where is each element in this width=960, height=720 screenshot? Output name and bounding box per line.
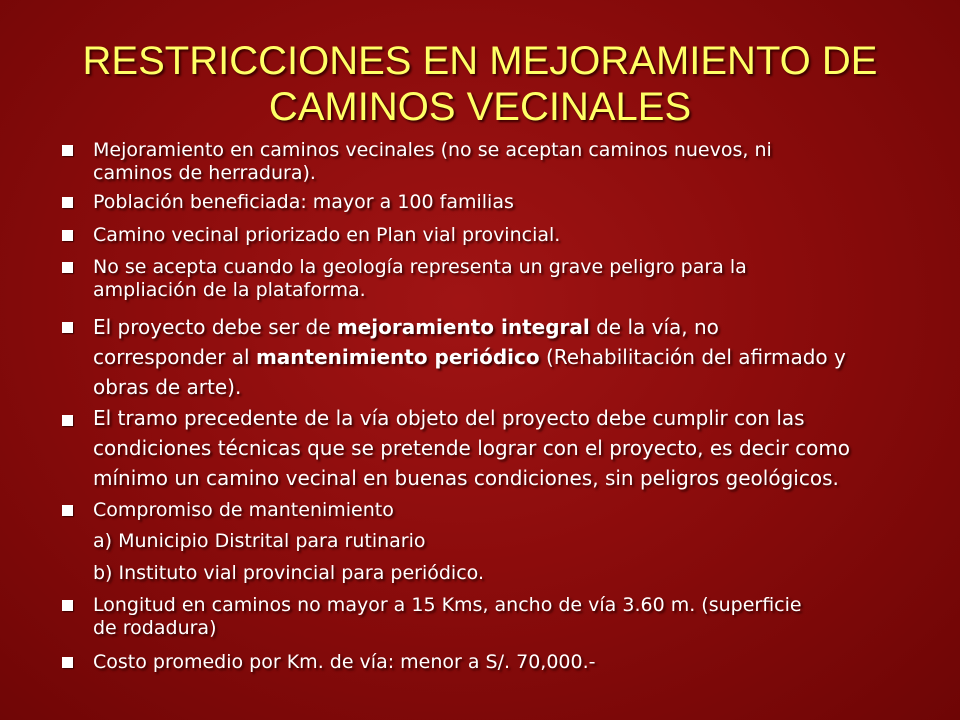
square-bullet-icon bbox=[62, 415, 73, 426]
text-span: de la vía, no bbox=[589, 315, 719, 339]
sub-item-text: b) Instituto vial provincial para periódico. bbox=[93, 562, 484, 584]
item-text bbox=[93, 312, 913, 342]
square-bullet-icon bbox=[62, 322, 73, 333]
text-span: (Rehabilitación del afirmado y bbox=[539, 345, 846, 369]
square-bullet-icon bbox=[62, 230, 73, 241]
item-text: Mejoramiento en caminos vecinales (no se aceptan caminos nuevos, ni bbox=[93, 139, 772, 161]
text-span: El proyecto debe ser de bbox=[93, 315, 337, 339]
square-bullet-icon bbox=[62, 657, 73, 668]
item-text: Costo promedio por Km. de vía: menor a S/. 70,000.- bbox=[93, 651, 596, 673]
item-text: obras de arte). bbox=[93, 375, 242, 399]
item-text: No se acepta cuando la geología representa un grave peligro para la bbox=[93, 256, 747, 278]
square-bullet-icon bbox=[62, 505, 73, 516]
item-text: caminos de herradura). bbox=[93, 162, 316, 184]
square-bullet-icon bbox=[62, 600, 73, 611]
item-text: de rodadura) bbox=[93, 617, 217, 639]
bold-text: mantenimiento periódico bbox=[255, 345, 540, 369]
item-text: El tramo precedente de la vía objeto del proyecto debe cumplir con las bbox=[93, 406, 805, 430]
square-bullet-icon bbox=[62, 262, 73, 273]
item-text: Población beneficiada: mayor a 100 familias bbox=[93, 191, 514, 213]
square-bullet-icon bbox=[62, 197, 73, 208]
item-text bbox=[93, 342, 913, 372]
title-line-1: RESTRICCIONES EN MEJORAMIENTO DE bbox=[82, 39, 878, 83]
title-line-2: CAMINOS VECINALES bbox=[268, 85, 692, 129]
text-span: corresponder al bbox=[93, 345, 256, 369]
square-bullet-icon bbox=[62, 145, 73, 156]
item-text: Compromiso de mantenimiento bbox=[93, 499, 394, 521]
item-text: mínimo un camino vecinal en buenas condiciones, sin peligros geológicos. bbox=[93, 466, 839, 490]
item-text: Camino vecinal priorizado en Plan vial provincial. bbox=[93, 224, 561, 246]
item-text: condiciones técnicas que se pretende lograr con el proyecto, es decir como bbox=[93, 436, 851, 460]
item-text: Longitud en caminos no mayor a 15 Kms, ancho de vía 3.60 m. (superficie bbox=[93, 594, 802, 616]
sub-item-text: a) Municipio Distrital para rutinario bbox=[93, 530, 426, 552]
bold-text: mejoramiento integral bbox=[336, 315, 590, 339]
item-text: ampliación de la plataforma. bbox=[93, 279, 366, 301]
